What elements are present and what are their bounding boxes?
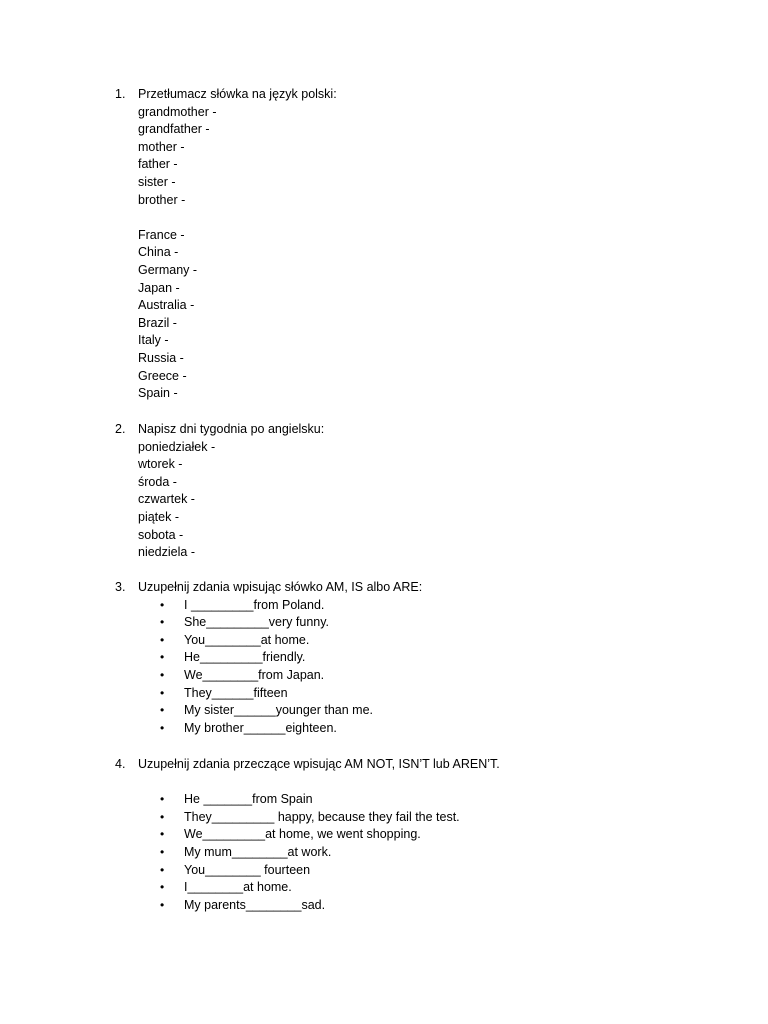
fill-in-sentence: I _________from Poland.	[184, 597, 325, 612]
vocab-item: father -	[138, 157, 178, 172]
country-item: Russia -	[138, 351, 184, 365]
country-item: Australia -	[138, 298, 195, 313]
exercise-heading: Napisz dni tygodnia po angielsku:	[138, 422, 325, 436]
fill-in-sentence: My mum________at work.	[184, 845, 332, 859]
country-item: Brazil -	[138, 315, 177, 330]
bullet-icon: •	[160, 827, 165, 842]
country-item: China -	[138, 245, 179, 260]
bullet-icon: •	[160, 703, 165, 718]
weekday-item: wtorek -	[138, 457, 183, 472]
vocab-item: grandmother -	[138, 104, 217, 119]
bullet-icon: •	[160, 632, 165, 647]
bullet-icon: •	[160, 845, 165, 859]
country-item: Italy -	[138, 333, 169, 348]
country-item: Japan -	[138, 280, 180, 295]
bullet-icon: •	[160, 685, 165, 700]
exercise-number: 4.	[115, 757, 126, 771]
weekday-item: poniedziałek -	[138, 439, 216, 454]
bullet-icon: •	[160, 668, 165, 682]
bullet-icon: •	[160, 597, 165, 612]
fill-in-sentence: They_________ happy, because they fail the test.	[184, 809, 460, 824]
bullet-icon: •	[160, 880, 165, 895]
vocab-item: brother -	[138, 192, 186, 207]
fill-in-sentence: We_________at home, we went shopping.	[184, 827, 421, 842]
exercise-heading: Przetłumacz słówka na język polski:	[138, 87, 337, 101]
country-item: France -	[138, 227, 185, 242]
vocab-item: mother -	[138, 139, 185, 154]
bullet-icon: •	[160, 792, 165, 807]
weekday-item: niedziela -	[138, 545, 195, 560]
country-item: Greece -	[138, 368, 187, 383]
exercise-number: 1.	[115, 87, 126, 101]
bullet-icon: •	[160, 615, 165, 630]
fill-in-sentence: She_________very funny.	[184, 615, 330, 630]
vocab-item: sister -	[138, 175, 176, 189]
exercise-number: 2.	[115, 422, 126, 436]
fill-in-sentence: He _______from Spain	[184, 792, 313, 807]
weekday-item: środa -	[138, 474, 177, 489]
weekday-item: sobota -	[138, 527, 184, 542]
vocab-item: grandfather -	[138, 122, 210, 137]
country-item: Germany -	[138, 263, 198, 277]
fill-in-sentence: We________from Japan.	[184, 668, 325, 682]
bullet-icon: •	[160, 809, 165, 824]
fill-in-sentence: I________at home.	[184, 880, 292, 895]
bullet-icon: •	[160, 720, 165, 735]
bullet-icon: •	[160, 897, 165, 912]
fill-in-sentence: You________at home.	[184, 632, 310, 647]
fill-in-sentence: You________ fourteen	[184, 862, 311, 877]
fill-in-sentence: My parents________sad.	[184, 897, 326, 912]
bullet-icon: •	[160, 650, 165, 665]
fill-in-sentence: My sister______younger than me.	[184, 703, 373, 718]
exercise-number: 3.	[115, 580, 126, 594]
exercise-heading: Uzupełnij zdania wpisując słówko AM, IS albo ARE:	[138, 580, 423, 594]
fill-in-sentence: They______fifteen	[184, 685, 288, 700]
weekday-item: piątek -	[138, 510, 179, 524]
fill-in-sentence: He_________friendly.	[184, 650, 306, 665]
fill-in-sentence: My brother______eighteen.	[184, 720, 337, 735]
bullet-icon: •	[160, 862, 165, 877]
country-item: Spain -	[138, 386, 178, 401]
weekday-item: czwartek -	[138, 492, 195, 507]
exercise-heading: Uzupełnij zdania przeczące wpisując AM NOT, ISN’T lub AREN’T.	[138, 757, 500, 771]
